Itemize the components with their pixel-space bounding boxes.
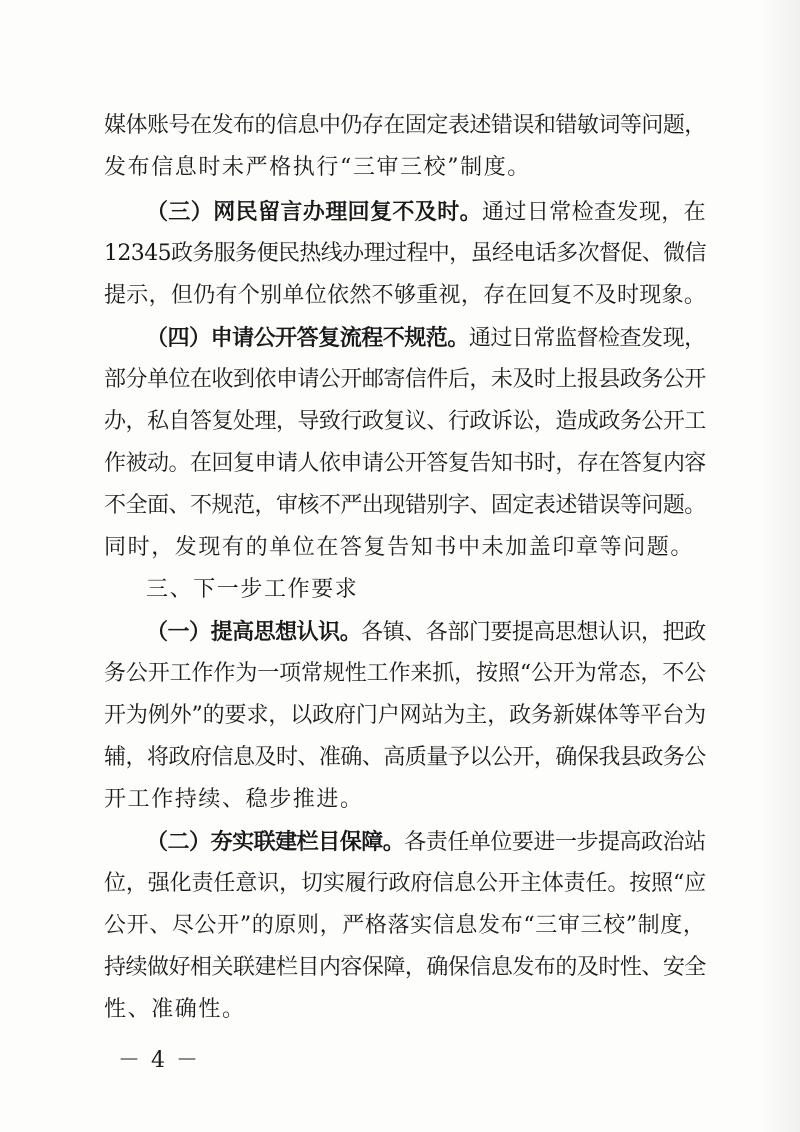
section-paragraph-1: （一）提高思想认识。各镇、各部门要提高思想认识，把政 [146,619,706,645]
section-heading: （二）夯实联建栏目保障。 [146,829,405,855]
body-line: 提示，但仍有个别单位依然不够重视，存在回复不及时现象。 [104,283,707,308]
section-paragraph-4: （四）申请公开答复流程不规范。通过日常监督检查发现， [146,325,706,351]
body-line: 位，强化责任意识，切实履行政府信息公开主体责任。按照“应 [104,871,707,896]
body-line: 辅，将政府信息及时、准确、高质量予以公开，确保我县政务公 [104,745,706,770]
body-line: 作被动。在回复申请人依申请公开答复告知书时，存在答复内容 [104,451,706,476]
body-line: 媒体账号在发布的信息中仍存在固定表述错误和错敏词等问题， [104,113,706,138]
body-line: 12345政务服务便民热线办理过程中，虽经电话多次督促、微信 [104,241,706,266]
section-heading: （四）申请公开答复流程不规范。 [146,325,469,351]
body-line: 同时，发现有的单位在答复告知书中未加盖印章等问题。 [104,535,695,560]
body-line: 性、准确性。 [104,997,246,1022]
body-line: 发布信息时未严格执行“三审三校”制度。 [104,155,531,180]
scan-shadow [760,0,800,1132]
body-line: 公开、尽公开”的原则，严格落实信息发布“三审三校”制度， [104,913,706,938]
section-heading: （一）提高思想认识。 [146,619,362,645]
section-paragraph-2: （二）夯实联建栏目保障。各责任单位要进一步提高政治站 [146,829,706,855]
body-line: 办，私自答复处理，导致行政复议、行政诉讼，造成政务公开工 [104,409,706,434]
page-number: － 4 － [118,1048,200,1073]
section-heading: （三）网民留言办理回复不及时。 [146,199,483,225]
body-line: 开为例外”的要求，以政府门户网站为主，政务新媒体等平台为 [104,703,707,728]
body-line: 持续做好相关联建栏目内容保障，确保信息发布的及时性、安全 [104,955,706,980]
chapter-heading: 三、下一步工作要求 [146,577,359,602]
body-line: 不全面、不规范，审核不严出现错别字、固定表述错误等问题。 [104,493,706,518]
body-line: 开工作持续、稳步推进。 [104,787,364,812]
section-paragraph-3: （三）网民留言办理回复不及时。通过日常检查发现，在 [146,199,707,225]
body-line: 部分单位在收到依申请公开邮寄信件后，未及时上报县政务公开 [104,367,706,392]
body-line: 务公开工作作为一项常规性工作来抓，按照“公开为常态，不公 [104,661,707,686]
